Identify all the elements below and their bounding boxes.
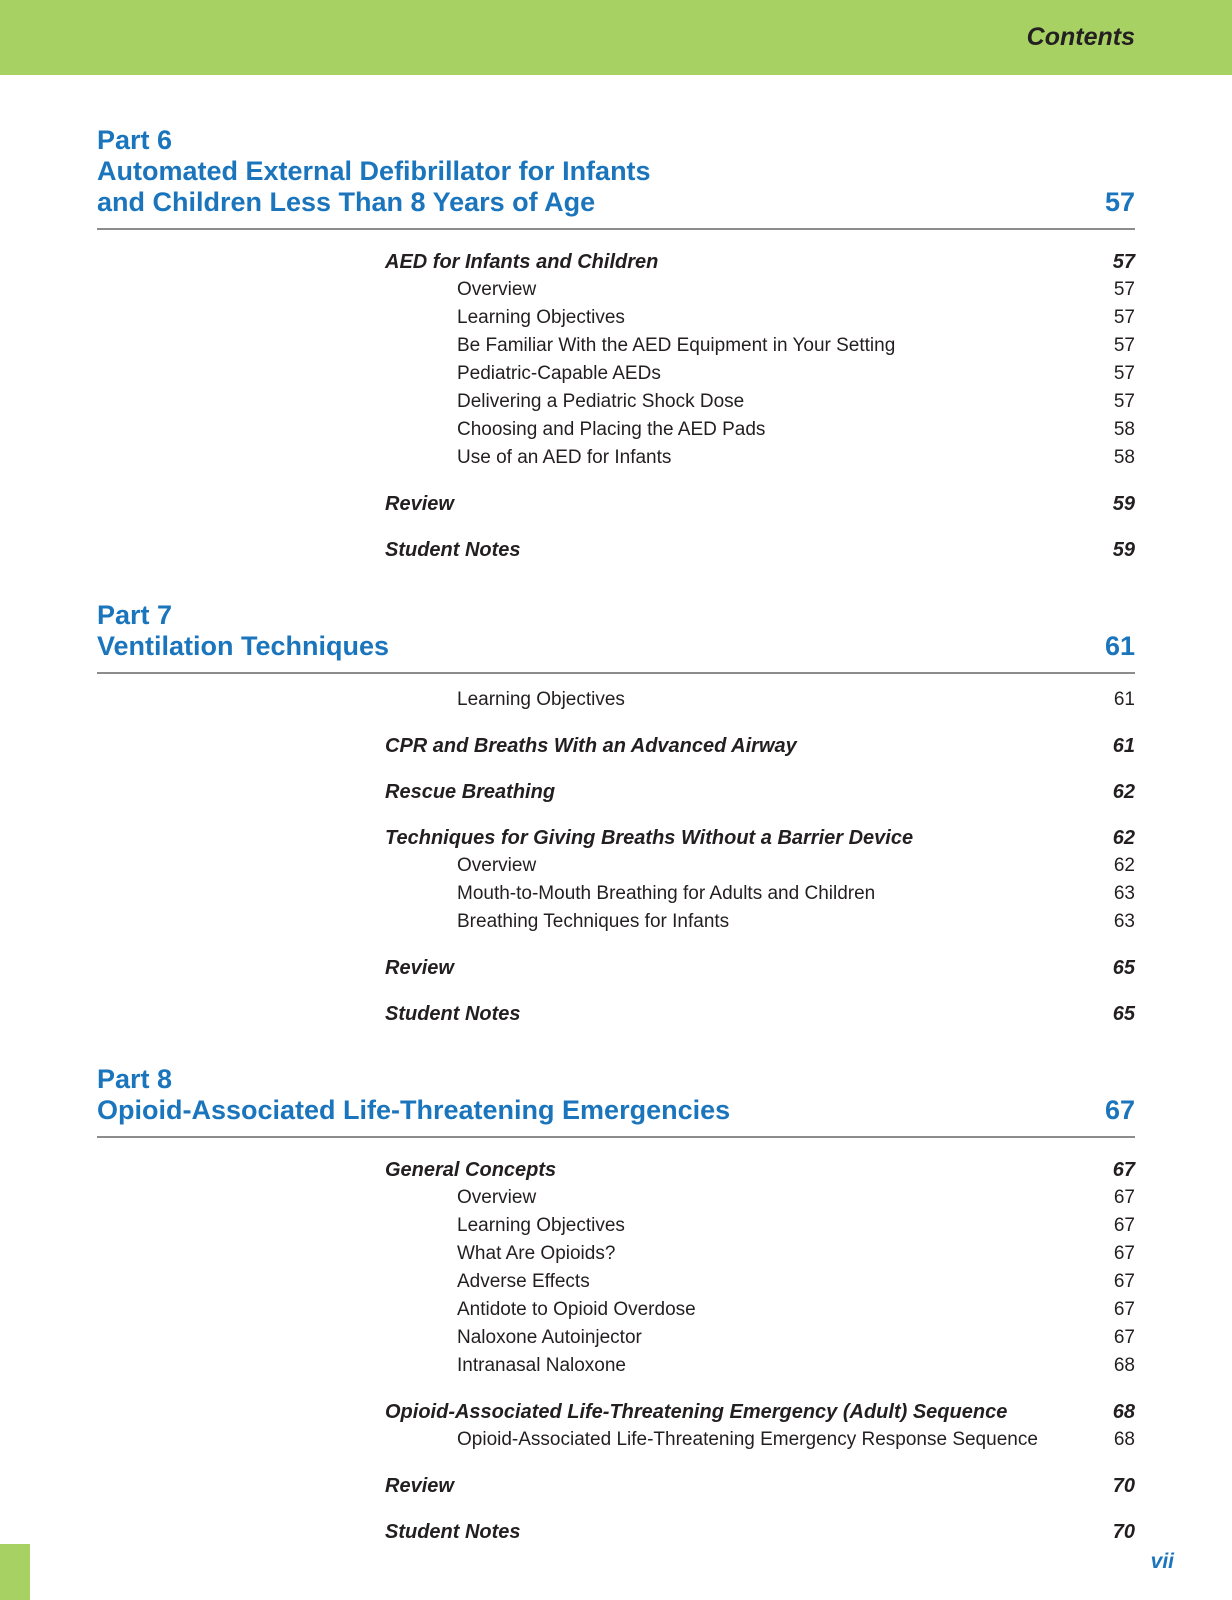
section-entries xyxy=(97,1156,1135,1546)
toc-entry-label: Learning Objectives xyxy=(457,1215,625,1236)
toc-entry-page: 67 xyxy=(1113,1187,1135,1208)
toc-entry xyxy=(97,1212,1135,1240)
toc-entry-page: 67 xyxy=(1113,1243,1135,1264)
footer-accent-bar xyxy=(0,1544,30,1600)
part-page-number: 61 xyxy=(1104,631,1135,661)
toc-entry-page: 67 xyxy=(1112,1159,1135,1181)
toc-entry-page: 62 xyxy=(1113,855,1135,876)
toc-entry-label: Overview xyxy=(457,1187,537,1208)
part-label: Part 7 xyxy=(97,600,173,630)
toc-entry xyxy=(97,248,1135,276)
toc-entry-page: 57 xyxy=(1113,307,1135,328)
toc-section xyxy=(97,600,1135,1028)
part-heading xyxy=(97,600,1135,674)
toc-entry-page: 57 xyxy=(1112,251,1135,273)
toc-entry-page: 67 xyxy=(1113,1299,1135,1320)
toc-entry-page: 61 xyxy=(1113,689,1135,710)
toc-entry-page: 67 xyxy=(1113,1215,1135,1236)
toc-entry xyxy=(97,388,1135,416)
toc-entry-label: Antidote to Opioid Overdose xyxy=(457,1299,696,1320)
toc-entry-page: 67 xyxy=(1113,1327,1135,1348)
toc-entry xyxy=(97,852,1135,880)
toc-entry xyxy=(97,1352,1135,1380)
toc-entry xyxy=(97,1518,1135,1546)
part-heading-text xyxy=(97,1064,1105,1126)
toc-entry-page: 62 xyxy=(1112,781,1135,803)
part-title-line: and Children Less Than 8 Years of Age xyxy=(97,187,596,217)
toc-entry-label: Intranasal Naloxone xyxy=(457,1355,626,1376)
toc-entry-label: Opioid-Associated Life-Threatening Emergency Response Sequence xyxy=(457,1429,1038,1450)
toc-entry-label: Naloxone Autoinjector xyxy=(457,1327,642,1348)
toc-entry-page: 59 xyxy=(1112,493,1135,515)
part-page-number: 67 xyxy=(1104,1095,1135,1125)
toc-entry xyxy=(97,1000,1135,1028)
toc-section xyxy=(97,1064,1135,1546)
toc-entry-page: 68 xyxy=(1113,1429,1135,1450)
toc-entry-label: Student Notes xyxy=(385,1521,521,1543)
toc-entry xyxy=(97,490,1135,518)
toc-entry-page: 58 xyxy=(1113,419,1135,440)
toc-entry-page: 57 xyxy=(1113,279,1135,300)
toc-entry-page: 70 xyxy=(1112,1475,1135,1497)
toc-entry xyxy=(97,332,1135,360)
toc-entry xyxy=(97,1156,1135,1184)
toc-entry-page: 63 xyxy=(1113,883,1135,904)
toc-entry-label: Adverse Effects xyxy=(457,1271,590,1292)
toc-entry xyxy=(97,1296,1135,1324)
toc-section xyxy=(97,125,1135,564)
toc-entry xyxy=(97,686,1135,714)
toc-entry-page: 58 xyxy=(1113,447,1135,468)
toc-entry xyxy=(97,1472,1135,1500)
toc-entry xyxy=(97,1184,1135,1212)
part-title xyxy=(97,631,1105,662)
toc-entry xyxy=(97,360,1135,388)
toc-entry-label: Review xyxy=(385,493,454,515)
part-label: Part 6 xyxy=(97,125,173,155)
part-heading xyxy=(97,1064,1135,1138)
toc-entry-page: 70 xyxy=(1112,1521,1135,1543)
page-number: vii xyxy=(1150,1550,1174,1573)
toc-entry-label: AED for Infants and Children xyxy=(385,251,659,273)
toc-entry-label: Student Notes xyxy=(385,539,521,561)
toc-entry-label: Learning Objectives xyxy=(457,689,625,710)
section-entries xyxy=(97,686,1135,1028)
toc-entry-label: Rescue Breathing xyxy=(385,781,556,803)
toc-entry-page: 63 xyxy=(1113,911,1135,932)
part-heading-text xyxy=(97,125,1105,218)
toc-entry xyxy=(97,1426,1135,1454)
toc-entry xyxy=(97,1268,1135,1296)
part-heading-text xyxy=(97,600,1105,662)
toc-entry-label: Opioid-Associated Life-Threatening Emergency (Adult) Sequence xyxy=(385,1401,1008,1423)
part-title-line: Automated External Defibrillator for Infants xyxy=(97,156,651,186)
toc-entry xyxy=(97,1240,1135,1268)
header-bar xyxy=(0,0,1232,75)
toc-entry-label: Delivering a Pediatric Shock Dose xyxy=(457,391,745,412)
toc-entry-label: Mouth-to-Mouth Breathing for Adults and Children xyxy=(457,883,876,904)
toc-entry-label: General Concepts xyxy=(385,1159,557,1181)
toc-entry xyxy=(97,908,1135,936)
toc-entry-label: What Are Opioids? xyxy=(457,1243,616,1264)
toc-entry-page: 68 xyxy=(1113,1355,1135,1376)
part-page-number: 57 xyxy=(1104,187,1135,217)
toc-entry-page: 65 xyxy=(1112,957,1135,979)
toc-entry-page: 65 xyxy=(1112,1003,1135,1025)
toc-entry-page: 62 xyxy=(1112,827,1135,849)
part-label: Part 8 xyxy=(97,1064,173,1094)
part-title xyxy=(97,1095,1105,1126)
toc-entry-label: CPR and Breaths With an Advanced Airway xyxy=(385,735,797,757)
toc-entry-page: 59 xyxy=(1112,539,1135,561)
toc-entry-label: Techniques for Giving Breaths Without a Barrier Device xyxy=(385,827,914,849)
toc-entry xyxy=(97,276,1135,304)
part-title-line: Ventilation Techniques xyxy=(97,631,390,661)
toc-entry-page: 57 xyxy=(1113,363,1135,384)
section-entries xyxy=(97,248,1135,564)
toc-entry xyxy=(97,732,1135,760)
toc-entry-label: Pediatric-Capable AEDs xyxy=(457,363,661,384)
part-title-line: Opioid-Associated Life-Threatening Emergencies xyxy=(97,1095,731,1125)
part-title xyxy=(97,156,1105,218)
toc-entry xyxy=(97,1398,1135,1426)
toc-entry-label: Review xyxy=(385,957,454,979)
toc-entry-label: Choosing and Placing the AED Pads xyxy=(457,419,766,440)
part-heading xyxy=(97,125,1135,230)
toc-entry-page: 67 xyxy=(1113,1271,1135,1292)
toc-entry-page: 61 xyxy=(1112,735,1135,757)
toc-entry xyxy=(97,824,1135,852)
toc-entry-label: Learning Objectives xyxy=(457,307,625,328)
toc-entry-page: 57 xyxy=(1113,335,1135,356)
toc-entry-page: 57 xyxy=(1113,391,1135,412)
toc-entry xyxy=(97,444,1135,472)
page-title: Contents xyxy=(1026,23,1135,51)
toc-entry xyxy=(97,778,1135,806)
table-of-contents xyxy=(0,75,1232,1546)
toc-entry-label: Use of an AED for Infants xyxy=(457,447,672,468)
toc-entry-label: Student Notes xyxy=(385,1003,521,1025)
toc-entry xyxy=(97,536,1135,564)
toc-entry-label: Overview xyxy=(457,855,537,876)
toc-entry xyxy=(97,1324,1135,1352)
toc-entry-page: 68 xyxy=(1112,1401,1135,1423)
toc-entry-label: Be Familiar With the AED Equipment in Your Setting xyxy=(457,335,896,356)
toc-entry xyxy=(97,416,1135,444)
toc-entry-label: Breathing Techniques for Infants xyxy=(457,911,730,932)
toc-entry-label: Review xyxy=(385,1475,454,1497)
toc-entry xyxy=(97,304,1135,332)
toc-entry-label: Overview xyxy=(457,279,537,300)
toc-entry xyxy=(97,880,1135,908)
toc-entry xyxy=(97,954,1135,982)
